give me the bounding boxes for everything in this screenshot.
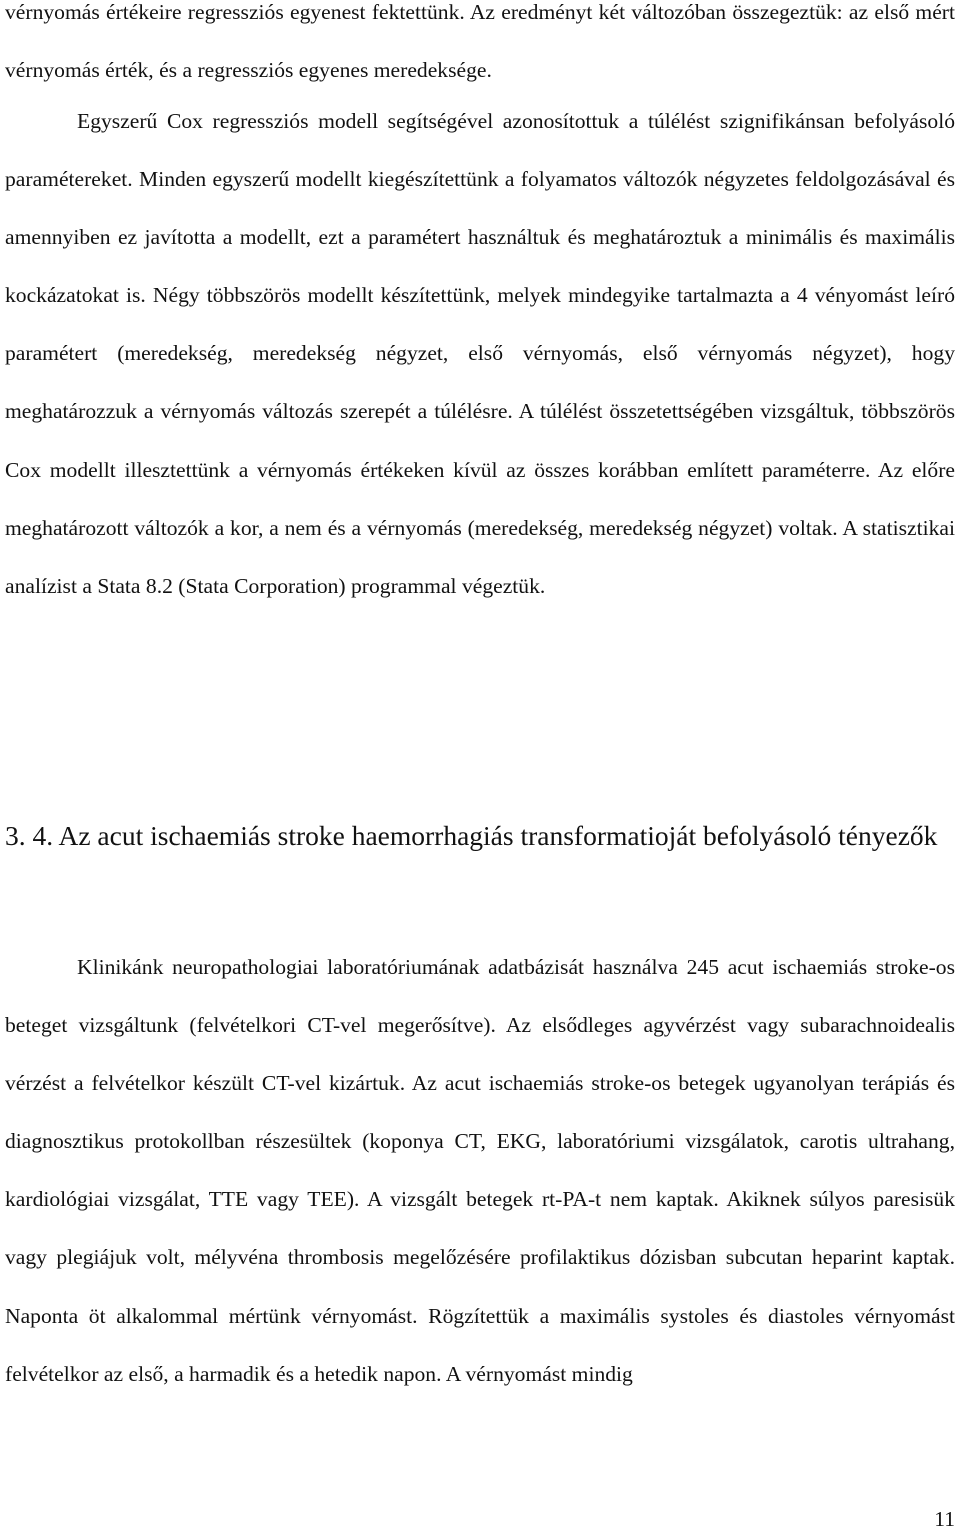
paragraph-cox-regression: Egyszerű Cox regressziós modell segítségével azonosítottuk a túlélést szignifikánsan befolyásoló paramétereket. Minden egyszerű modellt kiegészítettünk a folyamatos változók négyzetes feldolgozásával és amennyiben ez javította a modellt, ezt a paramétert használtuk és meghatároztuk a minimális és maximális kockázatokat is. Négy többszörös modellt készítettünk, melyek mindegyike tartalmazta a 4 vényomást leíró paramétert (meredekség, meredekség négyzet, első vérnyomás, első vérnyomás négyzet), hogy meghatározzuk a vérnyomás változás szerepét a túlélésre. A túlélést összetettségében vizsgáltuk, többszörös Cox modellt illesztettünk a vérnyomás értékeken kívül az összes korábban említett paraméterre. Az előre meghatározott változók a kor, a nem és a vérnyomás (meredekség, meredekség négyzet) voltak. A statisztikai analízist a Stata 8.2 (Stata Corporation) programmal végeztük. — [5, 109, 955, 598]
paragraph-clinical-data: Klinikánk neuropathologiai laboratóriumának adatbázisát használva 245 acut ischaemiás stroke-os beteget vizsgáltunk (felvételkori CT-vel megerősítve). Az elsődleges agyvérzést vagy subarachnoidealis vérzést a felvételkor készült CT-vel kizártuk. Az acut ischaemiás stroke-os betegek ugyanolyan terápiás és diagnosztikus protokollban részesültek (koponya CT, EKG, laboratóriumi vizsgálatok, carotis ultrahang, kardiológiai vizsgálat, TTE vagy TEE). A vizsgált betegek rt-PA-t nem kaptak. Akiknek súlyos paresisük vagy plegiájuk volt, mélyvéna thrombosis megelőzésére profilaktikus dózisban subcutan heparint kaptak. Naponta öt alkalommal mértünk vérnyomást. Rögzítettük a maximális systoles és diastoles vérnyomást felvételkor az első, a harmadik és a hetedik napon. A vérnyomást mindig — [5, 955, 955, 1386]
page-number: 11 — [934, 1507, 955, 1531]
paragraph-statistics-continued: vérnyomás értékeire regressziós egyenest fektettünk. Az eredményt két változóban összegeztük: az első mért vérnyomás érték, és a regressziós egyenes meredeksége. — [5, 0, 955, 83]
section-heading: 3. 4. Az acut ischaemiás stroke haemorrhagiás transformatioját befolyásoló tényezők — [5, 820, 938, 851]
